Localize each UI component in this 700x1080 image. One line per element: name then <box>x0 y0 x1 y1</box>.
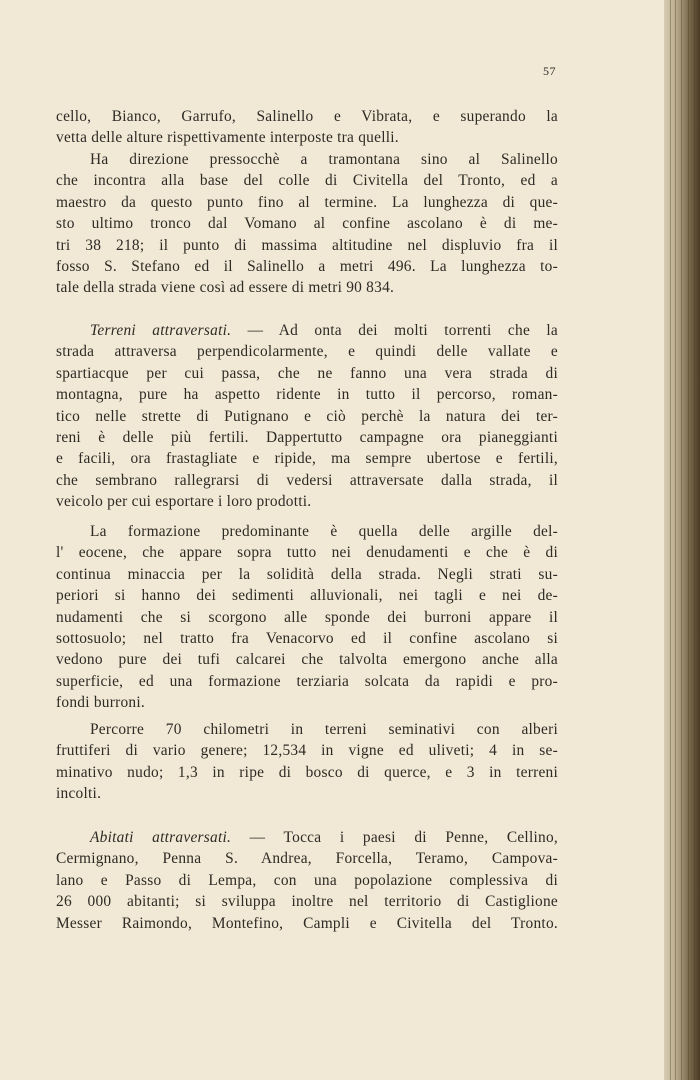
paragraph-direction <box>56 149 558 299</box>
paragraph-percorre <box>56 719 558 805</box>
text-line: veicolo per cui esportare i loro prodotti. <box>56 493 312 511</box>
section-heading: Abitati attraversati. <box>90 829 232 846</box>
page-edge-line <box>675 0 676 1080</box>
text-line: spartiacque per cui passa, che ne fanno una vera strada di <box>56 364 558 382</box>
text-line: strada attraversa perpendicolarmente, e quindi delle vallate e <box>56 343 558 361</box>
book-edge <box>664 0 700 1080</box>
text-line: tale della strada viene così ad essere di metri 90 834. <box>56 279 395 297</box>
text-line: l' eocene, che appare sopra tutto nei denudamenti e che è di <box>56 544 558 562</box>
text-line: nudamenti che si scorgono alle sponde dei burroni appare il <box>56 608 558 626</box>
text-line <box>56 827 558 848</box>
text-line: vedono pure dei tufi calcarei che talvolta emergono anche alla <box>56 651 558 669</box>
text-line: minativo nudo; 1,3 in ripe di bosco di querce, e 3 in terreni <box>56 763 558 781</box>
text-line: che sembrano rallegrarsi di vedersi attraversate dalla strada, il <box>56 471 558 489</box>
text-line <box>56 320 558 341</box>
text-line: tri 38 218; il punto di massima altitudine nel displuvio fra il <box>56 236 558 254</box>
page-edge-line <box>694 0 695 1080</box>
text-line: montagna, pure ha aspetto ridente in tutto il percorso, roman- <box>56 386 558 404</box>
text-line: Messer Raimondo, Montefino, Campli e Civitella del Tronto. <box>56 914 558 932</box>
page-number: 57 <box>543 64 556 78</box>
text-line: incolti. <box>56 785 102 803</box>
paragraph-formazione <box>56 521 558 714</box>
text-line: reni è delle più fertili. Dappertutto campagne ora pianeggianti <box>56 428 558 446</box>
paragraph-continuation <box>56 106 558 149</box>
text-line: e facili, ora frastagliate e ripide, ma sempre ubertose e fertili, <box>56 450 558 468</box>
text-line: vetta delle alture rispettivamente interposte tra quelli. <box>56 129 399 147</box>
page-edge-line <box>681 0 682 1080</box>
text-line: 26 000 abitanti; si sviluppa inoltre nel territorio di Castiglione <box>56 893 558 911</box>
text-line: superficie, ed una formazione terziaria solcata da rapidi e pro- <box>56 672 558 690</box>
page-edge-line <box>670 0 671 1080</box>
text-line: periori si hanno dei sedimenti alluvionali, nei tagli e nei de- <box>56 587 558 605</box>
text-line: tico nelle strette di Putignano e ciò perchè la natura dei ter- <box>56 407 558 425</box>
text-line: Percorre 70 chilometri in terreni seminativi con alberi <box>90 721 558 738</box>
text-line: lano e Passo di Lempa, con una popolazione complessiva di <box>56 871 558 889</box>
heading-continuation: — Ad onta dei molti torrenti che la <box>231 322 558 339</box>
text-line: sottosuolo; nel tratto fra Venacorvo ed il confine ascolano si <box>56 629 558 647</box>
text-line: Ha direzione pressocchè a tramontana sino al Salinello <box>90 151 558 168</box>
text-line: fondi burroni. <box>56 694 145 712</box>
paragraph-abitati <box>56 827 558 934</box>
text-line: fruttiferi di vario genere; 12,534 in vigne ed uliveti; 4 in se- <box>56 742 558 760</box>
heading-continuation: — Tocca i paesi di Penne, Cellino, <box>231 829 558 846</box>
paragraph-terreni <box>56 320 558 513</box>
text-line: che incontra alla base del colle di Civitella del Tronto, ed a <box>56 172 558 190</box>
section-heading: Terreni attraversati. <box>90 322 232 339</box>
text-line: Cermignano, Penna S. Andrea, Forcella, Teramo, Campova- <box>56 850 558 868</box>
text-line: fosso S. Stefano ed il Salinello a metri 496. La lunghezza to- <box>56 257 558 275</box>
text-line: sto ultimo tronco dal Vomano al confine ascolano è di me- <box>56 215 558 233</box>
page-edge-line <box>688 0 689 1080</box>
text-line: cello, Bianco, Garrufo, Salinello e Vibrata, e superando la <box>56 108 558 125</box>
text-line: maestro da questo punto fino al termine. La lunghezza di que- <box>56 193 558 211</box>
text-line: La formazione predominante è quella delle argille del- <box>90 523 558 540</box>
text-line: continua minaccia per la solidità della strada. Negli strati su- <box>56 565 558 583</box>
